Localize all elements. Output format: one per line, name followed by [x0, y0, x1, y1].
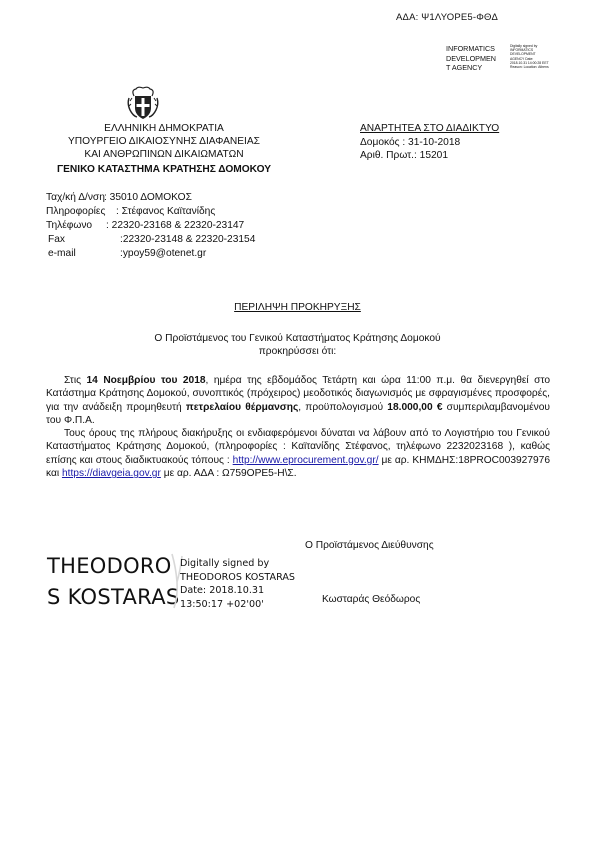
- signature-name-line-2: S KOSTARAS: [47, 585, 180, 609]
- address-label: Ταχ/κή Δ/νση: [46, 192, 105, 203]
- stamp-line-2: DEVELOPMEN: [446, 53, 496, 63]
- intro-line-1: Ο Προϊστάμενος του Γενικού Καταστήματος Κράτησης Δομοκού: [154, 333, 441, 344]
- signature-details: [180, 557, 295, 611]
- institution-name: ΓΕΝΙΚΟ ΚΑΤΑΣΤΗΜΑ ΚΡΑΤΗΣΗΣ ΔΟΜΟΚΟΥ: [56, 164, 272, 175]
- signature-detail-line-2: THEODOROS KOSTARAS: [180, 571, 295, 583]
- contact-address: [46, 192, 192, 203]
- body-paragraph-1: Στις 14 Νοεμβρίου του 2018, ημέρα της εβδομάδος Τετάρτη και ώρα 11:00 π.μ. θα διενεργηθεί στο Κατάστημα Κράτησης Δομοκού, συνοπτικός (πρόχειρος) μεοδοτικός διαγωνισμός με σφραγισμένες προσφορές, για την ανάδειξη προμηθευτή πετρελαίου θέρμανσης, προϋπολογισμού 18.000,00 € συμπεριλαμβανομένου του Φ.Π.Α.: [46, 375, 550, 426]
- tender-item: πετρελαίου θέρμανσης: [185, 401, 299, 413]
- phone-label: Τηλέφωνο: [46, 220, 93, 231]
- phone-value: : 22320-23168 & 22320-23147: [106, 220, 245, 231]
- signer-role: Ο Προϊστάμενος Διεύθυνσης: [305, 540, 434, 551]
- document-date: Δομοκός : 31-10-2018: [360, 137, 461, 148]
- signature-stamp-label: [446, 44, 496, 73]
- signature-detail-line-4: 13:50:17 +02'00': [180, 598, 264, 610]
- tender-date: 14 Νοεμβρίου του 2018: [86, 375, 206, 386]
- signer-name: Κωσταράς Θεόδωρος: [322, 594, 421, 605]
- greek-coat-of-arms-icon: [125, 86, 161, 122]
- info-value: : Στέφανος Καϊτανίδης: [116, 206, 216, 217]
- intro-line-2: προκηρύσσει ότι:: [258, 346, 337, 357]
- signature-stamp-details: Digitally signed by INFORMATICS DEVELOPMENT AGENCY Date: 2018.10.31 14:00:28 EET Reason: Location: Athens: [510, 44, 549, 70]
- signature-detail-line-1: Digitally signed by: [180, 558, 270, 569]
- protocol-number: Αριθ. Πρωτ.: 15201: [360, 150, 448, 161]
- document-title: ΠΕΡΙΛΗΨΗ ΠΡΟΚΗΡΥΞΗΣ: [234, 302, 361, 313]
- fax-label: Fax: [48, 234, 65, 245]
- contact-info: [46, 206, 215, 217]
- contact-phone: [46, 220, 244, 231]
- info-label: Πληροφορίες: [46, 206, 106, 217]
- contact-email: [46, 248, 206, 259]
- diavgeia-link[interactable]: https://diavgeia.gov.gr: [61, 468, 161, 480]
- stamp-line-3: T AGENCY: [446, 63, 483, 72]
- stamp-line-1: INFORMATICS: [446, 44, 495, 53]
- tender-amount: 18.000,00 €: [387, 401, 443, 413]
- address-value: : 35010 ΔΟΜΟΚΟΣ: [104, 192, 192, 203]
- email-label: e-mail: [48, 248, 76, 259]
- ministry-name-line-2: ΚΑΙ ΑΝΘΡΩΠΙΝΩΝ ΔΙΚΑΙΩΜΑΤΩΝ: [84, 149, 244, 160]
- eprocurement-link[interactable]: http://www.eprocurement.gov.gr/: [232, 454, 379, 466]
- signature-detail-line-3: Date: 2018.10.31: [180, 585, 265, 597]
- email-value: :ypoy59@otenet.gr: [120, 248, 207, 259]
- signature-name-line-1: THEODORO: [47, 554, 172, 578]
- notice-body: [46, 374, 550, 480]
- publish-notice: ΑΝΑΡΤΗΤΕΑ ΣΤΟ ΔΙΑΔΙΚΤΥΟ: [360, 123, 500, 134]
- contact-fax: [46, 234, 255, 245]
- ministry-name-line-1: ΥΠΟΥΡΓΕΙΟ ΔΙΚΑΙΟΣΥΝΗΣ ΔΙΑΦΑΝΕΙΑΣ: [68, 136, 260, 147]
- fax-value: :22320-23148 & 22320-23154: [120, 234, 256, 245]
- country-name: ΕΛΛΗΝΙΚΗ ΔΗΜΟΚΡΑΤΙΑ: [104, 123, 224, 134]
- ada-number: ΑΔΑ: Ψ1ΛΥΟΡΕ5-ΦΘΔ: [396, 12, 499, 23]
- body-paragraph-2: Τους όρους της πλήρους διακήρυξης οι ενδιαφερόμενοι δύναται να λάβουν από το Λογιστήριο του Γενικού Καταστήματος Κράτησης Δομοκού, (πληροφορίες : Καϊτανίδης Στέφανος, τηλέφωνο 2232023168 ), καθώς επίσης και στους διαδικτυακούς τόπους : http://www.eprocurement.gov.gr/ με αρ. ΚΗΜΔΗΣ:18PROC003927976 και https://diavgeia.gov.gr με αρ. ΑΔΑ : Ω759ΟΡΕ5-Η\Σ.: [46, 428, 550, 480]
